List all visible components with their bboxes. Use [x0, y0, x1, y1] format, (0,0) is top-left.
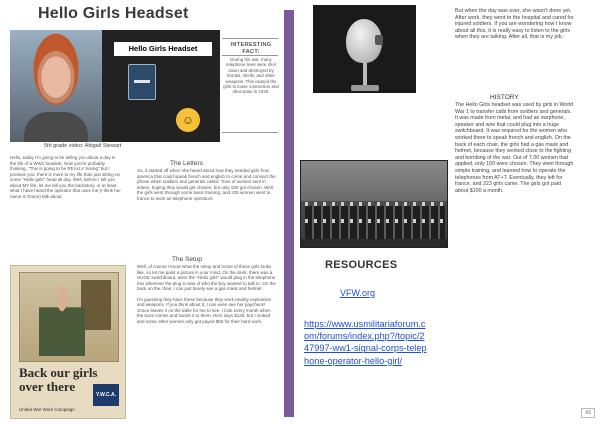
letters-paragraph: So, it started off when she heard about how they needed girls from america that could speak french and english to come and connect the phone when soldiers and generals called. Tons of women sent in letters, hoping they would get chosen, but only 150 got chosen. Well, the girls went through some basic training, and 225 women went to france to work as telephone operators. — [137, 168, 276, 201]
headset-stand — [363, 63, 367, 85]
history-heading: HISTORY — [490, 94, 519, 101]
poster-operator-figure — [39, 286, 85, 356]
usmilitaria-forum-link[interactable]: https://www.usmilitariaforum.com/forums/index.php?/topic/247997-ww1-signal-corps-telephone-operator-hello-girl/ — [304, 319, 427, 366]
fact-divider-bottom — [222, 132, 278, 133]
poster-slogan: Back our girls over there — [19, 365, 98, 394]
page-number: 43 — [581, 408, 595, 418]
war-poster-image — [10, 265, 126, 419]
poster-switchboard — [81, 280, 111, 330]
fact-text: During the war, many telephone lines were shot down and destroyed by bombs, shells, and other weapons. This caused the girls to loose connection and shut down in 1920. — [223, 57, 279, 95]
video-title-card: Hello Girls Headset — [114, 42, 212, 56]
laughing-emoji-icon: ☺ — [176, 108, 200, 132]
photo-wall — [301, 161, 448, 201]
setup-paragraph-2: I'm guessing they have these because they work nearby explosives and weapons. If you think about it, I can even see her paycheck! Grace leaves it on the table for me to see. I look every month when the boss comes and hands it to them. Hers says $125, but I looked and some other women only get payed $50 for their hard work. — [137, 296, 272, 324]
vfw-link[interactable]: VFW.org — [340, 288, 376, 298]
ywca-badge: Y.W.C.A. — [93, 384, 119, 406]
history-paragraph: The Hello Girls headset was used by girls in World War 1 to transfer calls from soldiers and generals. It was made from metal, and had an earphone, speaker and wire that could plug into a huge switchboard. It was required for the women who worked there to speak french and english. On the back of each chair, the girls had a gas mask and helmet, because they worked close to the fighting and bombing of the war. Out of 7,00 women that applied, only 150 were chosen. They went through simple training, and learned how to operate the telephones from AT+T. Eventually, they left for france, and 223 girls came. The girls got paid about $100 a month. — [455, 102, 574, 194]
fact-divider-top — [222, 38, 278, 39]
page-title: Hello Girls Headset — [38, 5, 189, 22]
poster-campaign: United War Work Campaign — [19, 407, 75, 412]
setup-paragraphs — [137, 264, 277, 324]
headset-photo — [313, 5, 416, 93]
photo-ground — [301, 239, 448, 248]
right-paragraph: But when the day was over, she wasn't done yet. After work, they went to the hospital and cared for injured soldiers. If you are wondering how I know about all this, it is really easy to listen to the girls when they are talking. After all, that is my job. — [455, 8, 574, 41]
intro-paragraph: Hello, today I'm going to be telling you about a day in the life of a WW1 headset. Now you're probably thinking, "This is going to be REALLY boring" but I promise you, there is more to my life than just sitting on some "Hello girls" head all day. Well, before I tell you about MY life, let me tell you the backstory, or at least what I have heard the operator that uses me (I think her name is Grace) talk about. — [10, 155, 121, 199]
setup-heading: The Setup — [172, 256, 202, 263]
accent-bar — [284, 10, 294, 417]
student-shirt — [24, 112, 88, 142]
video-thumbnail[interactable] — [10, 30, 220, 142]
headset-base — [351, 85, 379, 91]
earphone — [375, 35, 383, 45]
setup-paragraph-1: Well, of course I know what the setup and home of these girls looks like, so let me paint a picture in your mind. On the desk, there was a HUGE switchboard, were the "Hello girls" would plug in the telephone into wherever the plug in was of who the boy wanted to talk to. On the back on the chair, I can just barely see a gas mask and helmet. — [137, 264, 276, 291]
video-caption: 5th grade video: Abigail Stewart — [44, 143, 122, 149]
hello-girls-group-photo — [300, 160, 448, 248]
notebook-icon — [128, 64, 156, 100]
fact-title: INTERESTING FACT: — [230, 42, 272, 55]
letters-heading: The Letters — [170, 160, 203, 167]
fact-divider-mid — [222, 55, 278, 56]
resources-heading: RESOURCES — [325, 259, 398, 271]
